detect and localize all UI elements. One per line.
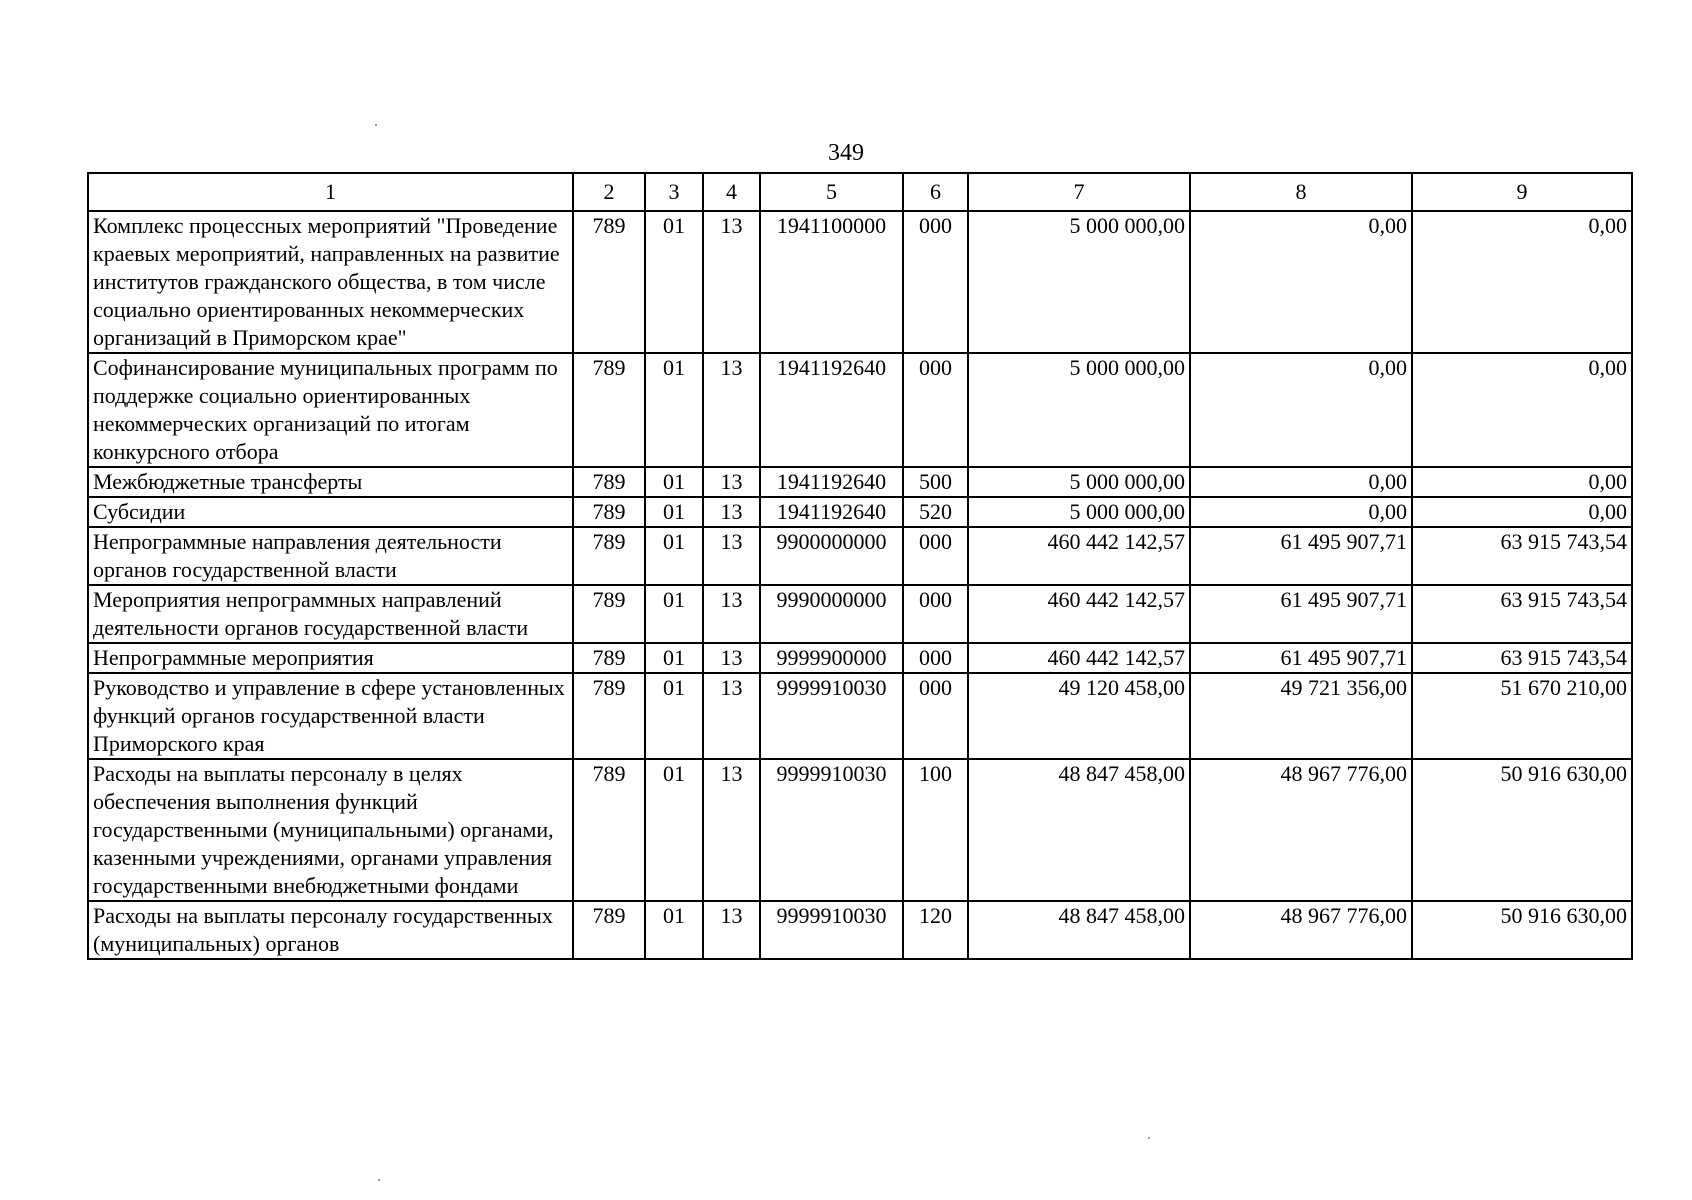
code-col3: 01 <box>645 527 703 585</box>
code-col4: 13 <box>703 353 760 467</box>
scan-speck <box>378 1179 380 1181</box>
amount-col9: 0,00 <box>1412 211 1632 353</box>
amount-col8: 61 495 907,71 <box>1190 643 1412 673</box>
table-row <box>88 901 1632 959</box>
amount-col7: 5 000 000,00 <box>968 353 1190 467</box>
code-col5: 9999910030 <box>760 673 903 759</box>
table-row <box>88 643 1632 673</box>
column-header: 7 <box>968 173 1190 211</box>
scan-speck <box>1148 1137 1150 1139</box>
code-col5: 1941100000 <box>760 211 903 353</box>
row-name: Мероприятия непрограммных направлений деятельности органов государственной власти <box>88 585 573 643</box>
code-col4: 13 <box>703 467 760 497</box>
table-row <box>88 211 1632 353</box>
amount-col7: 5 000 000,00 <box>968 497 1190 527</box>
code-col4: 13 <box>703 497 760 527</box>
code-col4: 13 <box>703 673 760 759</box>
code-col6: 120 <box>903 901 968 959</box>
amount-col9: 0,00 <box>1412 353 1632 467</box>
row-name: Руководство и управление в сфере установленных функций органов государственной власти Приморского края <box>88 673 573 759</box>
code-col5: 9999910030 <box>760 759 903 901</box>
code-col3: 01 <box>645 673 703 759</box>
table-row <box>88 467 1632 497</box>
code-col2: 789 <box>573 353 645 467</box>
row-name: Расходы на выплаты персоналу в целях обеспечения выполнения функций государственными (муниципальными) органами, казенными учреждениями, органами управления государственными внебюджетными фондами <box>88 759 573 901</box>
code-col3: 01 <box>645 467 703 497</box>
code-col5: 9990000000 <box>760 585 903 643</box>
code-col6: 000 <box>903 643 968 673</box>
code-col3: 01 <box>645 353 703 467</box>
code-col3: 01 <box>645 211 703 353</box>
header-row <box>88 173 1632 211</box>
amount-col9: 0,00 <box>1412 467 1632 497</box>
amount-col9: 63 915 743,54 <box>1412 527 1632 585</box>
code-col3: 01 <box>645 497 703 527</box>
code-col4: 13 <box>703 211 760 353</box>
table-row <box>88 497 1632 527</box>
code-col2: 789 <box>573 497 645 527</box>
row-name: Комплекс процессных мероприятий "Проведение краевых мероприятий, направленных на развитие институтов гражданского общества, в том числе социально ориентированных некоммерческих организаций в Приморском крае" <box>88 211 573 353</box>
amount-col7: 460 442 142,57 <box>968 643 1190 673</box>
code-col6: 000 <box>903 527 968 585</box>
code-col3: 01 <box>645 585 703 643</box>
table-row <box>88 585 1632 643</box>
amount-col9: 63 915 743,54 <box>1412 585 1632 643</box>
code-col5: 9999910030 <box>760 901 903 959</box>
code-col6: 000 <box>903 673 968 759</box>
amount-col8: 49 721 356,00 <box>1190 673 1412 759</box>
column-header: 1 <box>88 173 573 211</box>
table-row <box>88 527 1632 585</box>
code-col2: 789 <box>573 643 645 673</box>
amount-col9: 0,00 <box>1412 497 1632 527</box>
code-col5: 1941192640 <box>760 353 903 467</box>
code-col5: 9999900000 <box>760 643 903 673</box>
row-name: Расходы на выплаты персоналу государственных (муниципальных) органов <box>88 901 573 959</box>
code-col4: 13 <box>703 759 760 901</box>
code-col2: 789 <box>573 467 645 497</box>
code-col2: 789 <box>573 759 645 901</box>
code-col6: 000 <box>903 353 968 467</box>
amount-col8: 48 967 776,00 <box>1190 759 1412 901</box>
code-col4: 13 <box>703 643 760 673</box>
row-name: Софинансирование муниципальных программ по поддержке социально ориентированных некоммерческих организаций по итогам конкурсного отбора <box>88 353 573 467</box>
code-col6: 520 <box>903 497 968 527</box>
amount-col9: 50 916 630,00 <box>1412 759 1632 901</box>
code-col6: 000 <box>903 211 968 353</box>
row-name: Межбюджетные трансферты <box>88 467 573 497</box>
code-col4: 13 <box>703 901 760 959</box>
row-name: Непрограммные направления деятельности органов государственной власти <box>88 527 573 585</box>
code-col5: 9900000000 <box>760 527 903 585</box>
amount-col8: 0,00 <box>1190 353 1412 467</box>
code-col3: 01 <box>645 759 703 901</box>
column-header: 5 <box>760 173 903 211</box>
page-number: 349 <box>828 140 864 166</box>
scan-speck <box>375 124 377 126</box>
code-col4: 13 <box>703 585 760 643</box>
row-name: Непрограммные мероприятия <box>88 643 573 673</box>
amount-col7: 5 000 000,00 <box>968 467 1190 497</box>
table-row <box>88 759 1632 901</box>
code-col5: 1941192640 <box>760 467 903 497</box>
amount-col8: 61 495 907,71 <box>1190 585 1412 643</box>
amount-col7: 460 442 142,57 <box>968 585 1190 643</box>
code-col4: 13 <box>703 527 760 585</box>
amount-col8: 48 967 776,00 <box>1190 901 1412 959</box>
amount-col7: 49 120 458,00 <box>968 673 1190 759</box>
column-header: 6 <box>903 173 968 211</box>
table-row <box>88 673 1632 759</box>
amount-col7: 48 847 458,00 <box>968 901 1190 959</box>
code-col5: 1941192640 <box>760 497 903 527</box>
budget-table <box>87 172 1633 960</box>
amount-col8: 61 495 907,71 <box>1190 527 1412 585</box>
column-header: 8 <box>1190 173 1412 211</box>
amount-col7: 5 000 000,00 <box>968 211 1190 353</box>
code-col2: 789 <box>573 585 645 643</box>
table-row <box>88 353 1632 467</box>
amount-col8: 0,00 <box>1190 497 1412 527</box>
column-header: 4 <box>703 173 760 211</box>
code-col6: 000 <box>903 585 968 643</box>
column-header: 9 <box>1412 173 1632 211</box>
code-col3: 01 <box>645 901 703 959</box>
amount-col8: 0,00 <box>1190 467 1412 497</box>
column-header: 3 <box>645 173 703 211</box>
column-header: 2 <box>573 173 645 211</box>
code-col2: 789 <box>573 527 645 585</box>
amount-col9: 63 915 743,54 <box>1412 643 1632 673</box>
code-col3: 01 <box>645 643 703 673</box>
code-col2: 789 <box>573 673 645 759</box>
amount-col9: 51 670 210,00 <box>1412 673 1632 759</box>
code-col6: 500 <box>903 467 968 497</box>
code-col6: 100 <box>903 759 968 901</box>
amount-col9: 50 916 630,00 <box>1412 901 1632 959</box>
amount-col7: 460 442 142,57 <box>968 527 1190 585</box>
code-col2: 789 <box>573 211 645 353</box>
row-name: Субсидии <box>88 497 573 527</box>
amount-col8: 0,00 <box>1190 211 1412 353</box>
code-col2: 789 <box>573 901 645 959</box>
amount-col7: 48 847 458,00 <box>968 759 1190 901</box>
